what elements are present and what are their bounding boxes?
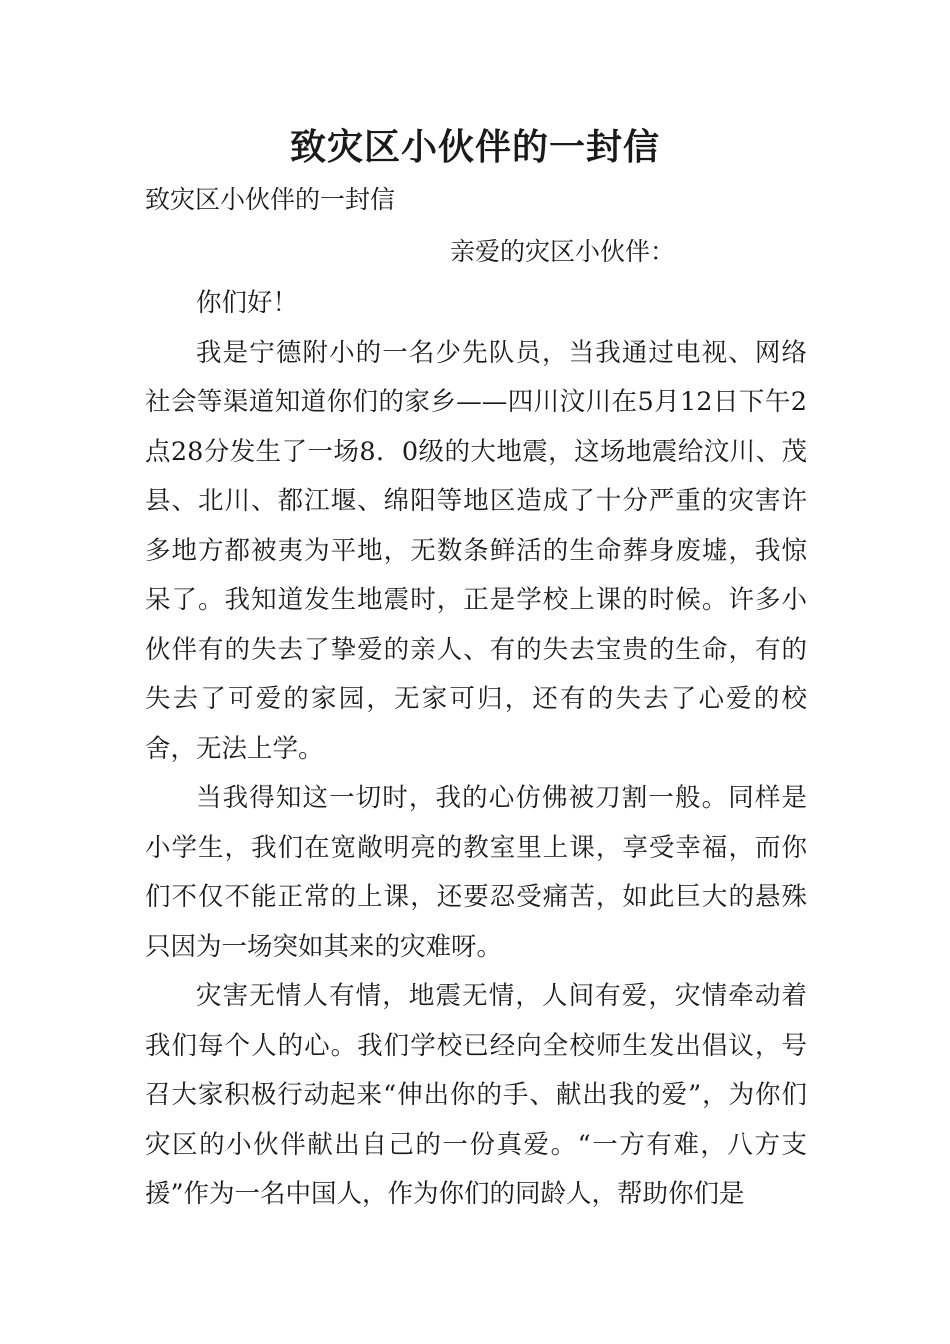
letter-paragraph: 当我得知这一切时，我的心仿佛被刀割一般。同样是小学生，我们在宽敞明亮的教室里上课，享受幸福，而你们不仅不能正常的上课，还要忍受痛苦，如此巨大的悬殊只因为一场突如其来的灾难呀。 — [145, 783, 807, 962]
letter-greeting: 你们好！ — [196, 288, 299, 318]
document-title: 致灾区小伙伴的一封信 — [289, 127, 660, 168]
letter-body — [145, 279, 807, 1220]
document-subtitle: 致灾区小伙伴的一封信 — [145, 185, 396, 214]
letter-paragraph: 灾害无情人有情，地震无情，人间有爱，灾情牵动着我们每个人的心。我们学校已经向全校师生发出倡议，号召大家积极行动起来“伸出你的手、献出我的爱”，为你们灾区的小伙伴献出自己的一份真爱。“一方有难，八方支援”作为一名中国人，作为你们的同龄人，帮助你们是 — [145, 981, 807, 1209]
letter-paragraph: 我是宁德附小的一名少先队员，当我通过电视、网络社会等渠道知道你们的家乡——四川汶川在5月12日下午2点28分发生了一场8．0级的大地震，这场地震给汶川、茂县、北川、都江堰、绵阳等地区造成了十分严重的灾害许多地方都被夷为平地，无数条鲜活的生命葬身废墟，我惊呆了。我知道发生地震时，正是学校上课的时候。许多小伙伴有的失去了挚爱的亲人、有的失去宝贵的生命，有的失去了可爱的家园，无家可归，还有的失去了心爱的校舍，无法上学。 — [145, 337, 807, 764]
letter-salutation: 亲爱的灾区小伙伴： — [450, 237, 676, 266]
